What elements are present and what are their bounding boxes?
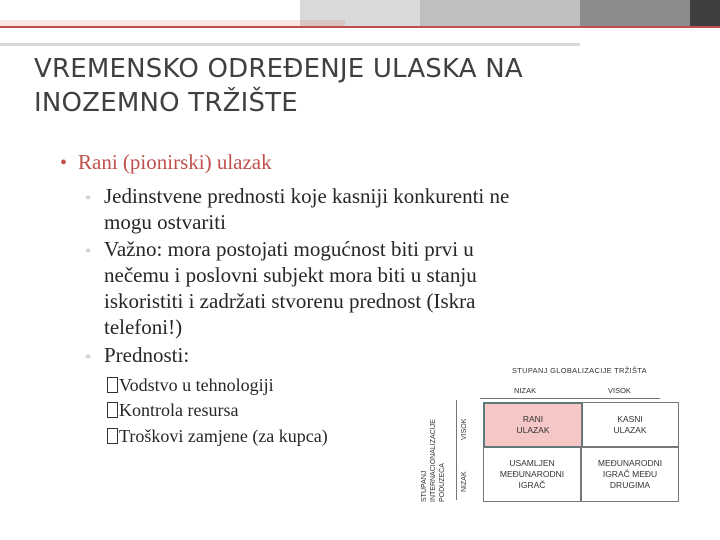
square-bullet-icon: ▫ xyxy=(86,349,91,363)
cell-late-entry xyxy=(581,402,679,448)
banner-segment xyxy=(580,0,690,26)
item-label: Vodstvo u tehnologiji xyxy=(119,375,274,395)
column-label-high: VISOK xyxy=(608,386,631,395)
square-bullet-icon: ▫ xyxy=(86,243,91,257)
bullet-sub2-line4: telefoni!) xyxy=(104,315,183,339)
bullet-dot-icon: • xyxy=(60,152,68,174)
column-label-low: NIZAK xyxy=(514,386,537,395)
matrix-divider xyxy=(480,398,660,399)
cell-line: MEĐUNARODNI xyxy=(499,468,565,479)
cell-line: MEĐUNARODNI xyxy=(597,457,663,468)
cell-lonely-player xyxy=(483,446,581,502)
cell-line: ULAZAK xyxy=(613,425,647,435)
row-label-high: VISOK xyxy=(461,418,468,440)
cell-line: USAMLJEN xyxy=(509,457,555,468)
cell-line: KASNI xyxy=(617,414,643,424)
row-axis-title-3: PODUZEĆA xyxy=(439,463,446,502)
bullet-sub2-line1: Važno: mora postojati mogućnost biti prvi u xyxy=(104,237,474,261)
cell-player-among-others xyxy=(581,446,679,502)
banner-segment xyxy=(420,0,580,26)
missing-glyph-icon xyxy=(107,402,118,418)
title-line-2: INOZEMNO TRŽIŠTE xyxy=(34,88,298,118)
cell-line: IGRAČ xyxy=(518,479,546,490)
bullet-sub1-line2: mogu ostvariti xyxy=(104,210,226,234)
missing-glyph-icon xyxy=(107,377,118,393)
divider-line xyxy=(0,43,580,46)
list-item xyxy=(107,397,238,423)
cell-line: ULAZAK xyxy=(516,425,550,435)
accent-line xyxy=(0,26,720,28)
bullet-main: Rani (pionirski) ulazak xyxy=(78,150,272,174)
square-bullet-icon: ▫ xyxy=(86,190,91,204)
item-label: Troškovi zamjene (za kupca) xyxy=(119,426,328,446)
title-line-1: VREMENSKO ODREĐENJE ULASKA NA xyxy=(34,54,523,84)
row-axis-title-1: STUPANJ xyxy=(421,470,428,502)
missing-glyph-icon xyxy=(107,428,118,444)
item-label: Kontrola resursa xyxy=(119,400,239,420)
bullet-sub1-line1: Jedinstvene prednosti koje kasniji konkurenti ne xyxy=(104,184,510,208)
cell-line: DRUGIMA xyxy=(609,479,651,490)
cell-early-entry xyxy=(483,402,583,448)
bullet-sub2-line2: nečemu i poslovni subjekt mora biti u stanju xyxy=(104,263,477,287)
banner-segment xyxy=(690,0,720,26)
list-item xyxy=(107,423,328,449)
slide-title xyxy=(34,52,634,120)
list-item xyxy=(107,372,274,398)
matrix-header: STUPANJ GLOBALIZACIJE TRŽIŠTA xyxy=(512,366,647,375)
market-entry-matrix xyxy=(410,360,710,510)
bullet-sub3: Prednosti: xyxy=(104,343,190,367)
cell-line: RANI xyxy=(522,414,544,424)
row-axis-title-2: INTERNACIONALIZACIJE xyxy=(430,419,437,502)
row-label-low: NIZAK xyxy=(461,471,468,492)
axis-divider xyxy=(456,400,457,500)
bullet-sub2-line3: iskoristiti i zadržati stvorenu prednost (Iskra xyxy=(104,289,476,313)
cell-line: IGRAČ MEĐU xyxy=(602,468,658,479)
